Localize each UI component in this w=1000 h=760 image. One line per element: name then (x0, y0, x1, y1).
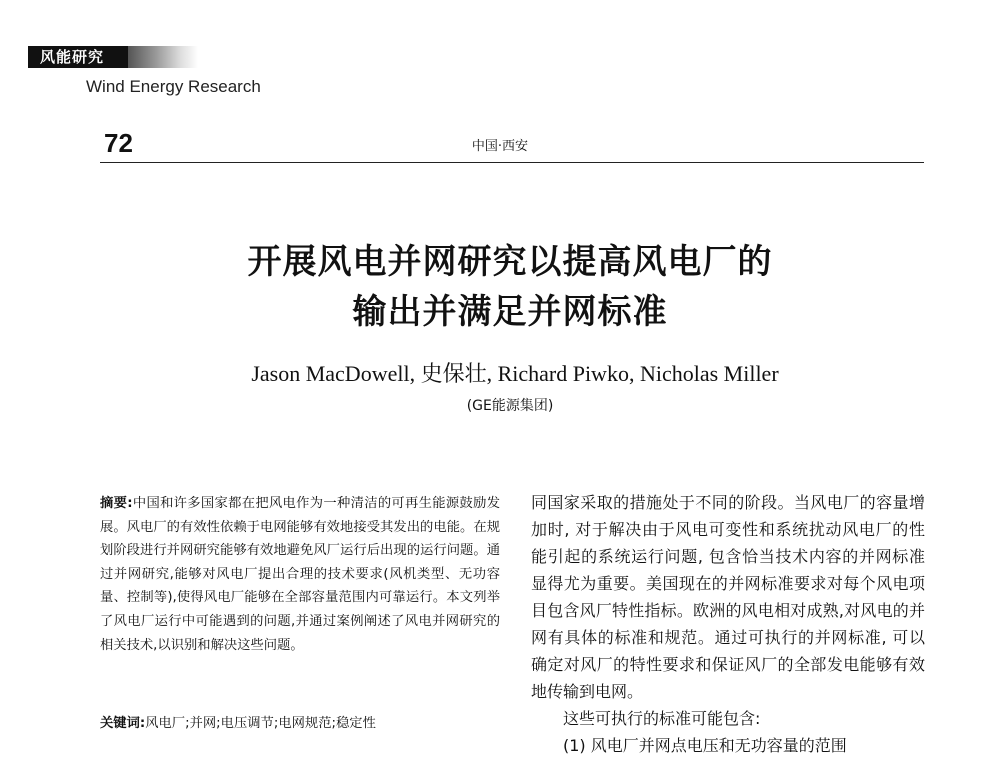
section-tag-gradient (128, 46, 198, 68)
author-list: Jason MacDowell, 史保壮, Richard Piwko, Nicholas Miller (251, 361, 779, 386)
abstract-label: 摘要: (100, 496, 133, 511)
body-paragraph: 同国家采取的措施处于不同的阶段。当风电厂的容量增加时, 对于解决由于风电可变性和系统扰动风电厂的性能引起的系统运行问题, 包含恰当技术内容的并网标准显得尤为重要。美国现在的并网标准要求对每个风电项目包含风厂特性指标。欧洲的风电相对成熟,对风电的并网有具体的标准和规范。通过可执行的并网标准, 可以确定对风厂的特性要求和保证风厂的全部发电能够有效地传输到电网。 (531, 493, 925, 701)
author-affiliation: (GE能源集团) (466, 398, 554, 414)
keywords (100, 712, 500, 731)
keywords-text: 风电厂;并网;电压调节;电网规范;稳定性 (145, 716, 376, 731)
journal-section-tag (28, 46, 198, 68)
body-list-item: (1) 风电厂并网点电压和无功容量的范围 (563, 736, 847, 755)
body-column-right (531, 489, 925, 759)
body-paragraph: 这些可执行的标准可能包含: (563, 709, 761, 728)
page-number: 72 (104, 128, 133, 158)
paper-title-line-1: 开展风电并网研究以提高风电厂的 (247, 242, 773, 282)
section-tag-label: 风能研究 (28, 46, 128, 68)
journal-subtitle: Wind Energy Research (86, 77, 261, 96)
conference-location: 中国·西安 (471, 139, 529, 154)
abstract (100, 492, 500, 657)
keywords-label: 关键词: (100, 716, 146, 731)
abstract-text: 中国和许多国家都在把风电作为一种清洁的可再生能源鼓励发展。风电厂的有效性依赖于电网能够有效地接受其发出的电能。在规划阶段进行并网研究能够有效地避免风厂运行后出现的运行问题。通过并网研究,能够对风电厂提出合理的技术要求(风机类型、无功容量、控制等),使得风电厂能够在全部容量范围内可靠运行。本文列举了风电厂运行中可能遇到的问题,并通过案例阐述了风电并网研究的相关技术,以识别和解决这些问题。 (100, 496, 500, 653)
header-rule (100, 162, 924, 163)
paper-title-line-2: 输出并满足并网标准 (352, 292, 668, 332)
